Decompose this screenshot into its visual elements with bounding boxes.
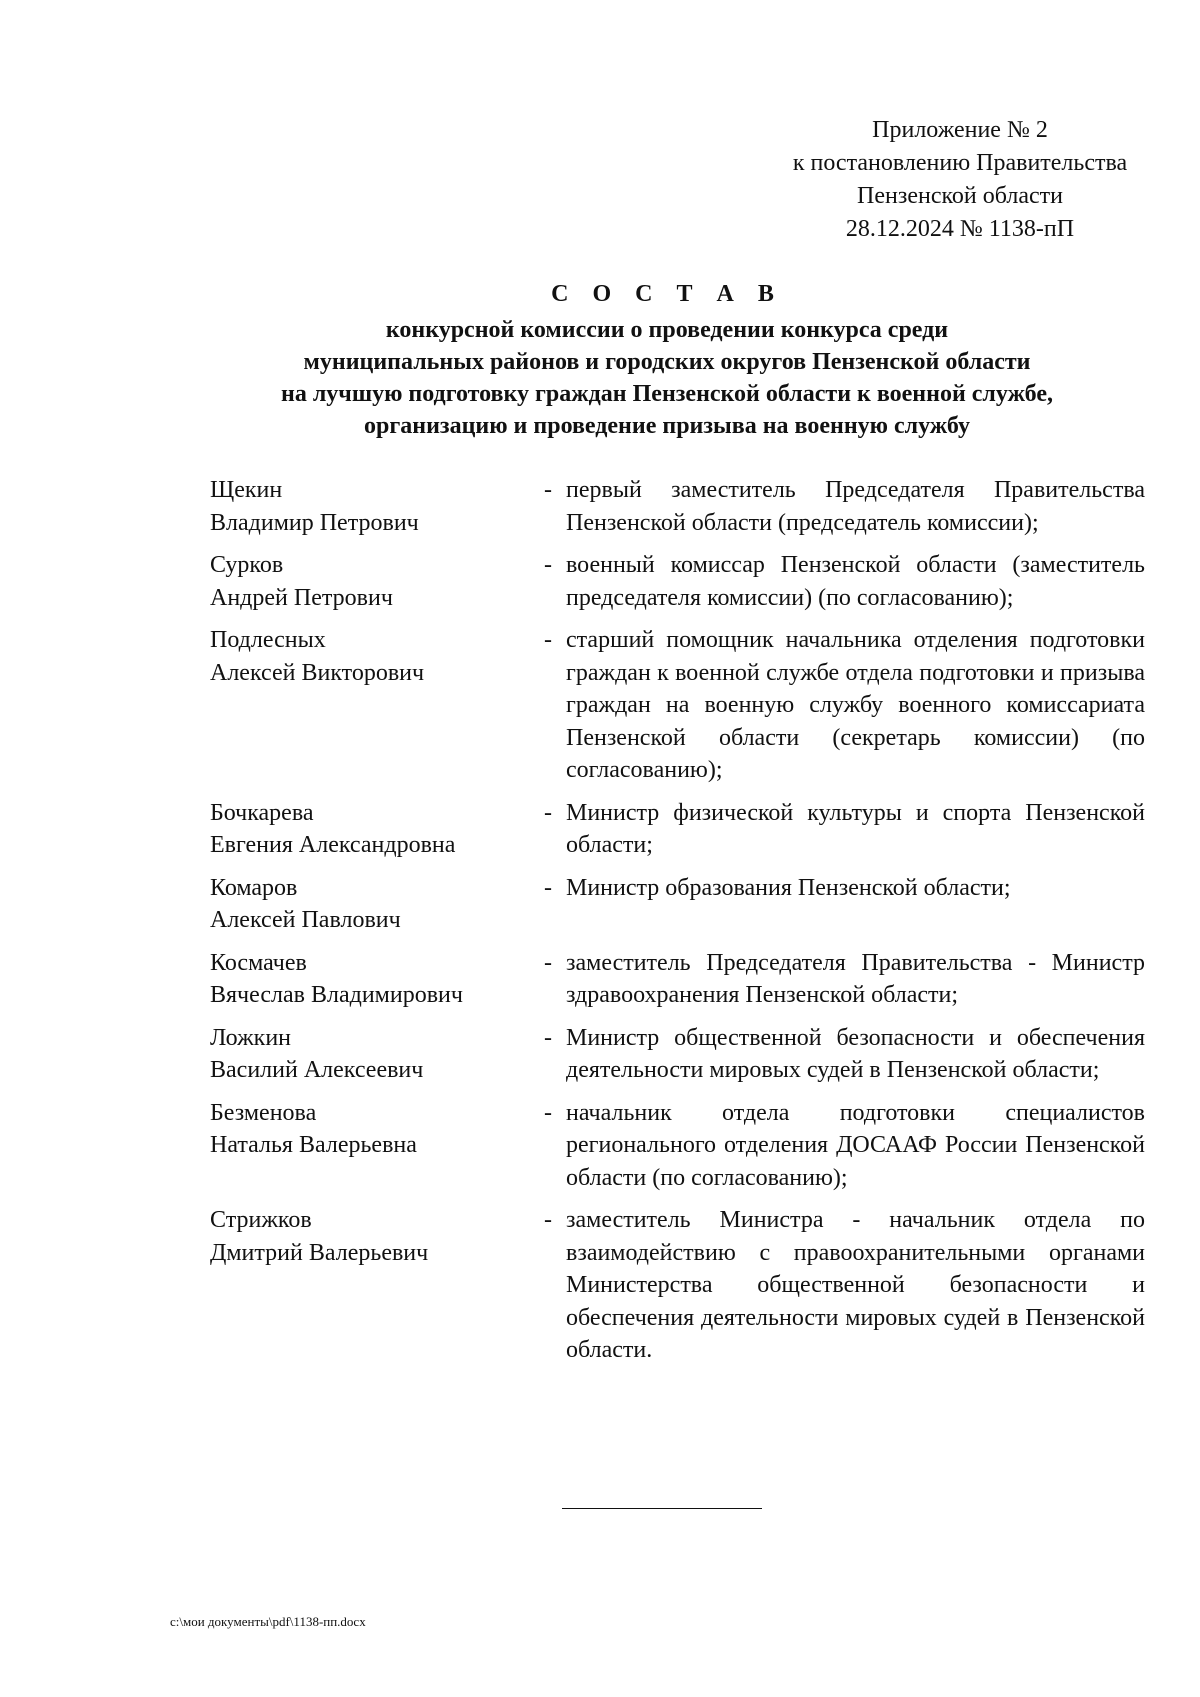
member-name bbox=[210, 1204, 530, 1269]
title-line: муниципальных районов и городских округов Пензенской области bbox=[303, 349, 1031, 375]
member-surname: Космачев bbox=[210, 949, 307, 976]
member-row bbox=[210, 1097, 1145, 1195]
member-row bbox=[210, 624, 1145, 787]
member-given-names: Андрей Петрович bbox=[210, 584, 393, 611]
member-name bbox=[210, 872, 530, 937]
member-given-names: Евгения Александровна bbox=[210, 832, 456, 858]
member-given-names: Василий Алексеевич bbox=[210, 1057, 424, 1083]
member-given-names: Алексей Викторович bbox=[210, 659, 425, 686]
member-row bbox=[210, 872, 1145, 937]
member-surname: Бочкарева bbox=[210, 799, 314, 826]
footer-file-path: c:\мои документы\pdf\1138-пп.docx bbox=[170, 1614, 366, 1629]
member-name bbox=[210, 474, 530, 539]
member-dash: - bbox=[544, 627, 552, 653]
member-position: Министр образования Пензенской области; bbox=[566, 874, 1011, 901]
end-divider bbox=[562, 1508, 762, 1509]
member-given-names: Наталья Валерьевна bbox=[210, 1132, 417, 1158]
member-position: первый заместитель Председателя Правительства Пензенской области (председатель комиссии); bbox=[566, 477, 1145, 536]
member-row bbox=[210, 797, 1145, 862]
member-list bbox=[210, 474, 1145, 1377]
title-line: конкурсной комиссии о проведении конкурса среди bbox=[385, 317, 949, 343]
member-row bbox=[210, 549, 1145, 614]
member-dash: - bbox=[544, 949, 552, 976]
member-dash: - bbox=[544, 1207, 552, 1233]
member-name bbox=[210, 947, 530, 1012]
member-row bbox=[210, 474, 1145, 539]
member-given-names: Алексей Павлович bbox=[210, 907, 401, 933]
member-given-names: Вячеслав Владимирович bbox=[210, 982, 463, 1008]
member-dash: - bbox=[544, 799, 552, 826]
member-row bbox=[210, 1204, 1145, 1367]
member-dash: - bbox=[544, 552, 552, 578]
member-surname: Сурков bbox=[210, 552, 284, 578]
member-position: начальник отдела подготовки специалистов регионального отделения ДОСААФ России Пензенской области (по согласованию); bbox=[566, 1099, 1145, 1191]
member-surname: Подлесных bbox=[210, 627, 326, 653]
member-surname: Щекин bbox=[210, 477, 283, 503]
member-given-names: Владимир Петрович bbox=[210, 509, 419, 536]
member-given-names: Дмитрий Валерьевич bbox=[210, 1239, 429, 1266]
member-position: заместитель Председателя Правительства - Министр здравоохранения Пензенской области; bbox=[566, 949, 1145, 1008]
document-title bbox=[120, 278, 1200, 442]
member-row bbox=[210, 1022, 1145, 1087]
member-name bbox=[210, 1097, 530, 1162]
member-name bbox=[210, 549, 530, 614]
member-surname: Комаров bbox=[210, 874, 298, 901]
member-dash: - bbox=[544, 477, 552, 503]
member-dash: - bbox=[544, 1024, 552, 1051]
appendix-number: Приложение № 2 bbox=[872, 117, 1048, 143]
title-main: С О С Т А В bbox=[551, 281, 783, 307]
appendix-header bbox=[740, 114, 1180, 246]
member-name bbox=[210, 1022, 530, 1087]
member-row bbox=[210, 947, 1145, 1012]
member-position: военный комиссар Пензенской области (заместитель председателя комиссии) (по согласованию); bbox=[566, 552, 1145, 611]
member-position: старший помощник начальника отделения подготовки граждан к военной службе отдела подготовки и призыва граждан на военную службу военного комиссариата Пензенской области (секретарь комиссии) (по согласованию); bbox=[566, 627, 1145, 783]
title-line: организацию и проведение призыва на военную службу bbox=[364, 413, 970, 439]
appendix-reference: к постановлению Правительства bbox=[792, 150, 1128, 176]
member-name bbox=[210, 624, 530, 689]
member-position: Министр физической культуры и спорта Пензенской области; bbox=[566, 799, 1145, 858]
member-position: заместитель Министра - начальник отдела по взаимодействию с правоохранительными органами Министерства общественной безопасности и обеспечения деятельности мировых судей в Пензенской области. bbox=[566, 1207, 1145, 1363]
appendix-region: Пензенской области bbox=[857, 183, 1063, 209]
member-name bbox=[210, 797, 530, 862]
member-dash: - bbox=[544, 874, 552, 901]
appendix-date-number: 28.12.2024 № 1138-пП bbox=[845, 216, 1075, 242]
title-line: на лучшую подготовку граждан Пензенской области к военной службе, bbox=[280, 381, 1054, 407]
member-dash: - bbox=[544, 1099, 552, 1126]
member-surname: Стрижков bbox=[210, 1207, 312, 1233]
member-surname: Безменова bbox=[210, 1099, 317, 1126]
member-position: Министр общественной безопасности и обеспечения деятельности мировых судей в Пензенской области; bbox=[566, 1024, 1145, 1083]
member-surname: Ложкин bbox=[210, 1024, 292, 1051]
